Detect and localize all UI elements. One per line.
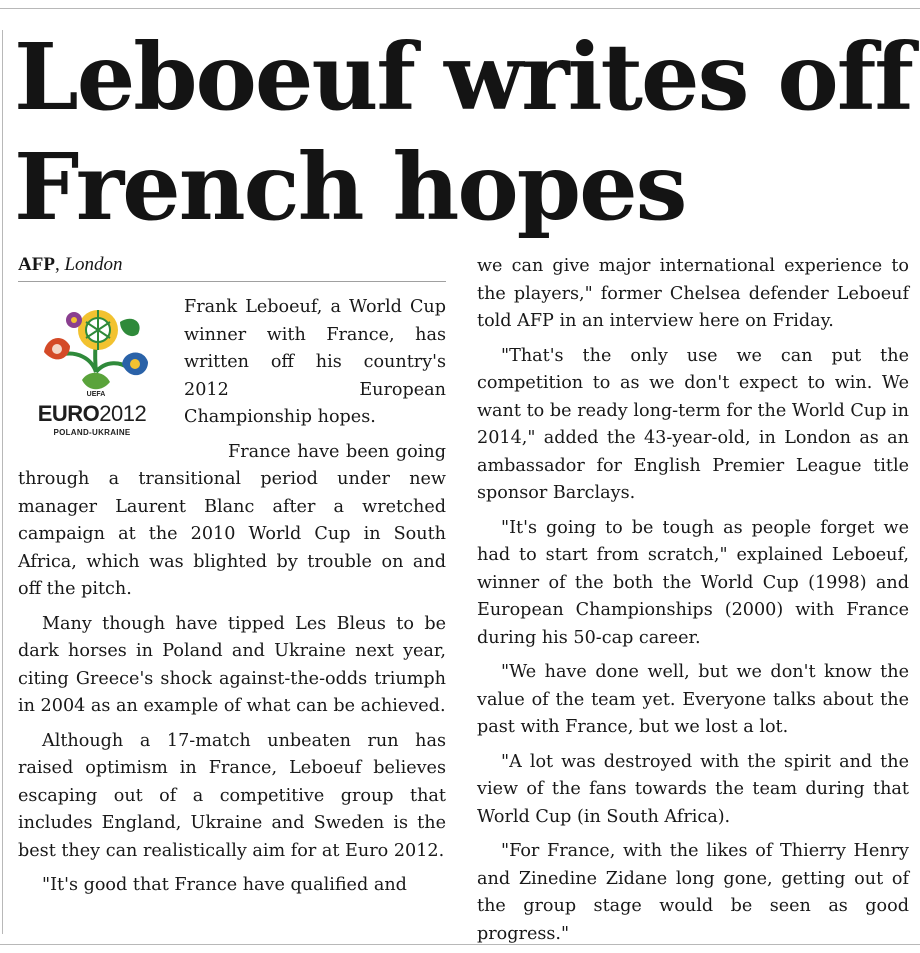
body-paragraph: "It's going to be tough as people forget we had to start from scratch," explained Leboeuf, winner of the both the World Cup (1998) and European Championships (2000) with France during his 50-cap career. — [477, 517, 909, 648]
logo-uefa-text: UEFA — [86, 391, 106, 398]
body-paragraph: Many though have tipped Les Bleus to be dark horses in Poland and Ukraine next year, citing Greece's shock against-the-odds triumph in 2004 as an example of what can be achieved. — [18, 613, 446, 716]
body-paragraph: "That's the only use we can put the competition to as we don't expect to win. We want to be ready long-term for the World Cup in 2014," added the 43-year-old, in London as an ambassador for English Premier League title sponsor Barclays. — [477, 345, 909, 503]
body-paragraph: "For France, with the likes of Thierry Henry and Zinedine Zidane long gone, getting out of the group stage would be seen as good progress." — [477, 841, 909, 944]
headline: Leboeuf writes off French hopes — [14, 23, 912, 241]
byline-agency: AFP — [18, 254, 55, 275]
left-rule — [2, 30, 3, 934]
logo-subtitle: POLAND-UKRAINE — [53, 428, 131, 437]
lead-paragraph: Frank Leboeuf, a World Cup winner with France, has written off his country's 2012 European Championship hopes. — [184, 297, 446, 427]
byline — [18, 253, 446, 277]
article-column-1 — [18, 294, 446, 900]
logo-title-main: EURO — [37, 401, 100, 426]
body-paragraph: we can give major international experience to the players," former Chelsea defender Leboeuf told AFP in an interview here on Friday. — [477, 256, 909, 331]
byline-rule — [18, 281, 446, 282]
body-paragraph: "A lot was destroyed with the spirit and the view of the fans towards the team during that World Cup (in South Africa). — [477, 751, 909, 827]
top-rule — [0, 8, 920, 9]
byline-separator: , — [54, 254, 65, 275]
logo-float-spacer — [18, 294, 184, 454]
logo-title-year: 2012 — [99, 401, 147, 426]
body-paragraph: "It's good that France have qualified and — [42, 875, 407, 895]
byline-place: London — [64, 254, 123, 275]
body-paragraph: Although a 17-match unbeaten run has raised optimism in France, Leboeuf believes escaping out of a competitive group that includes England, Ukraine and Sweden is the best they can realistically aim for at Euro 2012. — [18, 730, 446, 861]
body-paragraph: "We have done well, but we don't know the value of the team yet. Everyone talks about the past with France, but we lost a lot. — [477, 662, 909, 737]
bottom-rule — [0, 944, 920, 945]
body-paragraph: France have been going through a transitional period under new manager Laurent Blanc after a wretched campaign at the 2010 World Cup in South Africa, which was blighted by trouble on and off the pitch. — [18, 441, 446, 599]
article-column-2 — [477, 253, 909, 948]
